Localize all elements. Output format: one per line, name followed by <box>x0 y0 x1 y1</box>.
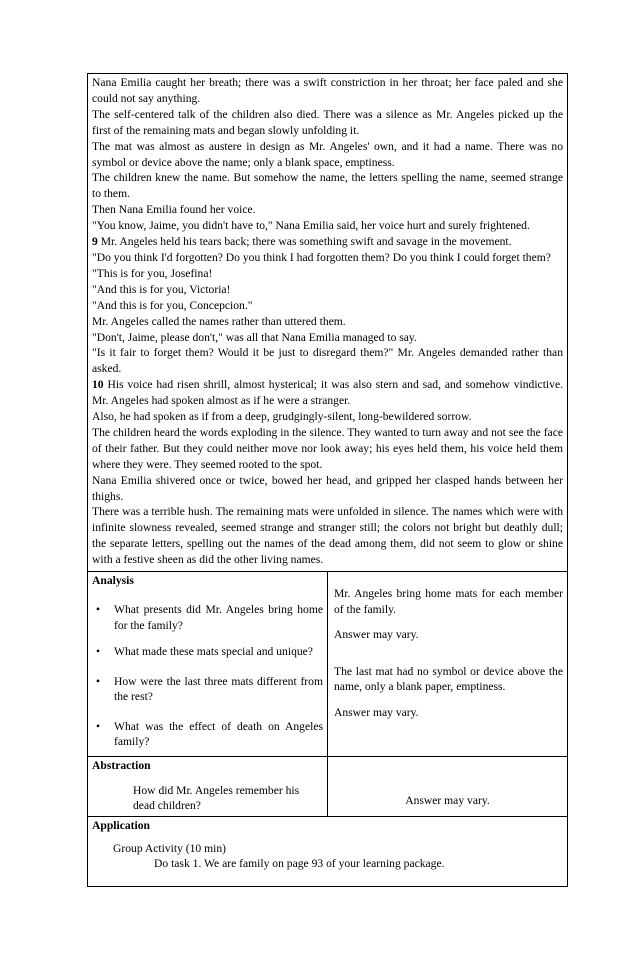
answer-text: Mr. Angeles bring home mats for each member of the family. <box>334 587 563 616</box>
story-paragraph: "And this is for you, Victoria! <box>92 282 231 296</box>
analysis-title: Analysis <box>92 574 134 588</box>
paragraph-number: 9 <box>92 235 98 249</box>
list-item: • What was the effect of death on Angeles family? <box>96 719 323 749</box>
story-paragraph: Then Nana Emilia found her voice. <box>92 203 256 217</box>
analysis-questions <box>92 602 323 750</box>
bullet-icon: • <box>96 719 101 733</box>
story-paragraph: There was a terrible hush. The remaining mats were unfolded in silence. The names which were with infinite slowness revealed, seemed strange and stranger still; the colors not bright but deathly dull; the separate letters, spelling out the names of the dead among them, did not seem to glow or shine with a festive sheen as did the other living names. <box>92 505 563 567</box>
analysis-cell <box>88 572 328 757</box>
analysis-answers <box>328 572 568 757</box>
story-paragraph: "Don't, Jaime, please don't," was all that Nana Emilia managed to say. <box>92 330 417 344</box>
activity-task: Do task 1. We are family on page 93 of your learning package. <box>154 857 445 871</box>
answer-note: Answer may vary. <box>334 705 419 719</box>
story-paragraph: The mat was almost as austere in design as Mr. Angeles' own, and it had a name. There was no symbol or device above the name; only a blank space, emptiness. <box>92 139 563 169</box>
story-paragraph: "This is for you, Josefina! <box>92 266 213 280</box>
abstraction-cell <box>88 756 328 816</box>
paragraph-number: 10 <box>92 378 104 392</box>
answer-text: The last mat had no symbol or device above the name, only a blank paper, emptiness. <box>334 664 563 694</box>
lesson-page <box>87 73 568 887</box>
story-paragraph: Nana Emilia shivered once or twice, bowed her head, and gripped her clasped hands between her thighs. <box>92 473 563 503</box>
story-paragraph: The self-centered talk of the children also died. There was a silence as Mr. Angeles picked up the first of the remaining mats and began slowly unfolding it. <box>92 107 563 137</box>
abstraction-title: Abstraction <box>92 758 151 772</box>
list-item: • What presents did Mr. Angeles bring home for the family? <box>96 603 323 632</box>
story-paragraph: "Is it fair to forget them? Would it be just to disregard them?" Mr. Angeles demanded rather than asked. <box>92 346 563 376</box>
answer-note: Answer may vary. <box>334 628 419 642</box>
story-excerpt <box>88 74 568 572</box>
story-paragraph: Nana Emilia caught her breath; there was a swift constriction in her throat; her face paled and she could not say anything. <box>92 76 563 105</box>
story-paragraph: "You know, Jaime, you didn't have to," Nana Emilia said, her voice hurt and surely frightened. <box>92 219 530 233</box>
story-paragraph: Mr. Angeles called the names rather than uttered them. <box>92 314 346 328</box>
bullet-icon: • <box>96 603 101 617</box>
list-item: • What made these mats special and unique? <box>96 645 313 659</box>
story-paragraph: The children knew the name. But somehow the name, the letters spelling the name, seemed strange to them. <box>92 171 563 201</box>
abstraction-answer-cell <box>328 756 568 816</box>
story-paragraph: The children heard the words exploding in the silence. They wanted to turn away and not see the face of their father. But they could neither move nor look away; his eyes held them, his voice held them where they were. They seemed rooted to the spot. <box>92 425 563 471</box>
abstraction-question: How did Mr. Angeles remember his dead children? <box>133 783 300 813</box>
bullet-icon: • <box>96 645 101 659</box>
story-paragraph: 10 His voice had risen shrill, almost hysterical; it was also stern and sad, and somehow vindictive. Mr. Angeles had spoken almost as if he were a stranger. <box>92 378 563 408</box>
story-paragraph: "And this is for you, Concepcion." <box>92 298 253 312</box>
application-title: Application <box>92 818 150 832</box>
bullet-icon: • <box>96 674 101 688</box>
lesson-table <box>87 73 568 887</box>
list-item: • How were the last three mats different from the rest? <box>96 674 323 704</box>
answer-note: Answer may vary. <box>405 793 490 807</box>
story-paragraph: "Do you think I'd forgotten? Do you think I had forgotten them? Do you think I could forget them? <box>92 250 551 264</box>
story-paragraph: Also, he had spoken as if from a deep, grudgingly-silent, long-bewildered sorrow. <box>92 410 472 424</box>
activity-label: Group Activity (10 min) <box>113 841 227 855</box>
application-cell <box>88 816 568 886</box>
story-paragraph: 9 Mr. Angeles held his tears back; there was something swift and savage in the movement. <box>92 235 512 249</box>
